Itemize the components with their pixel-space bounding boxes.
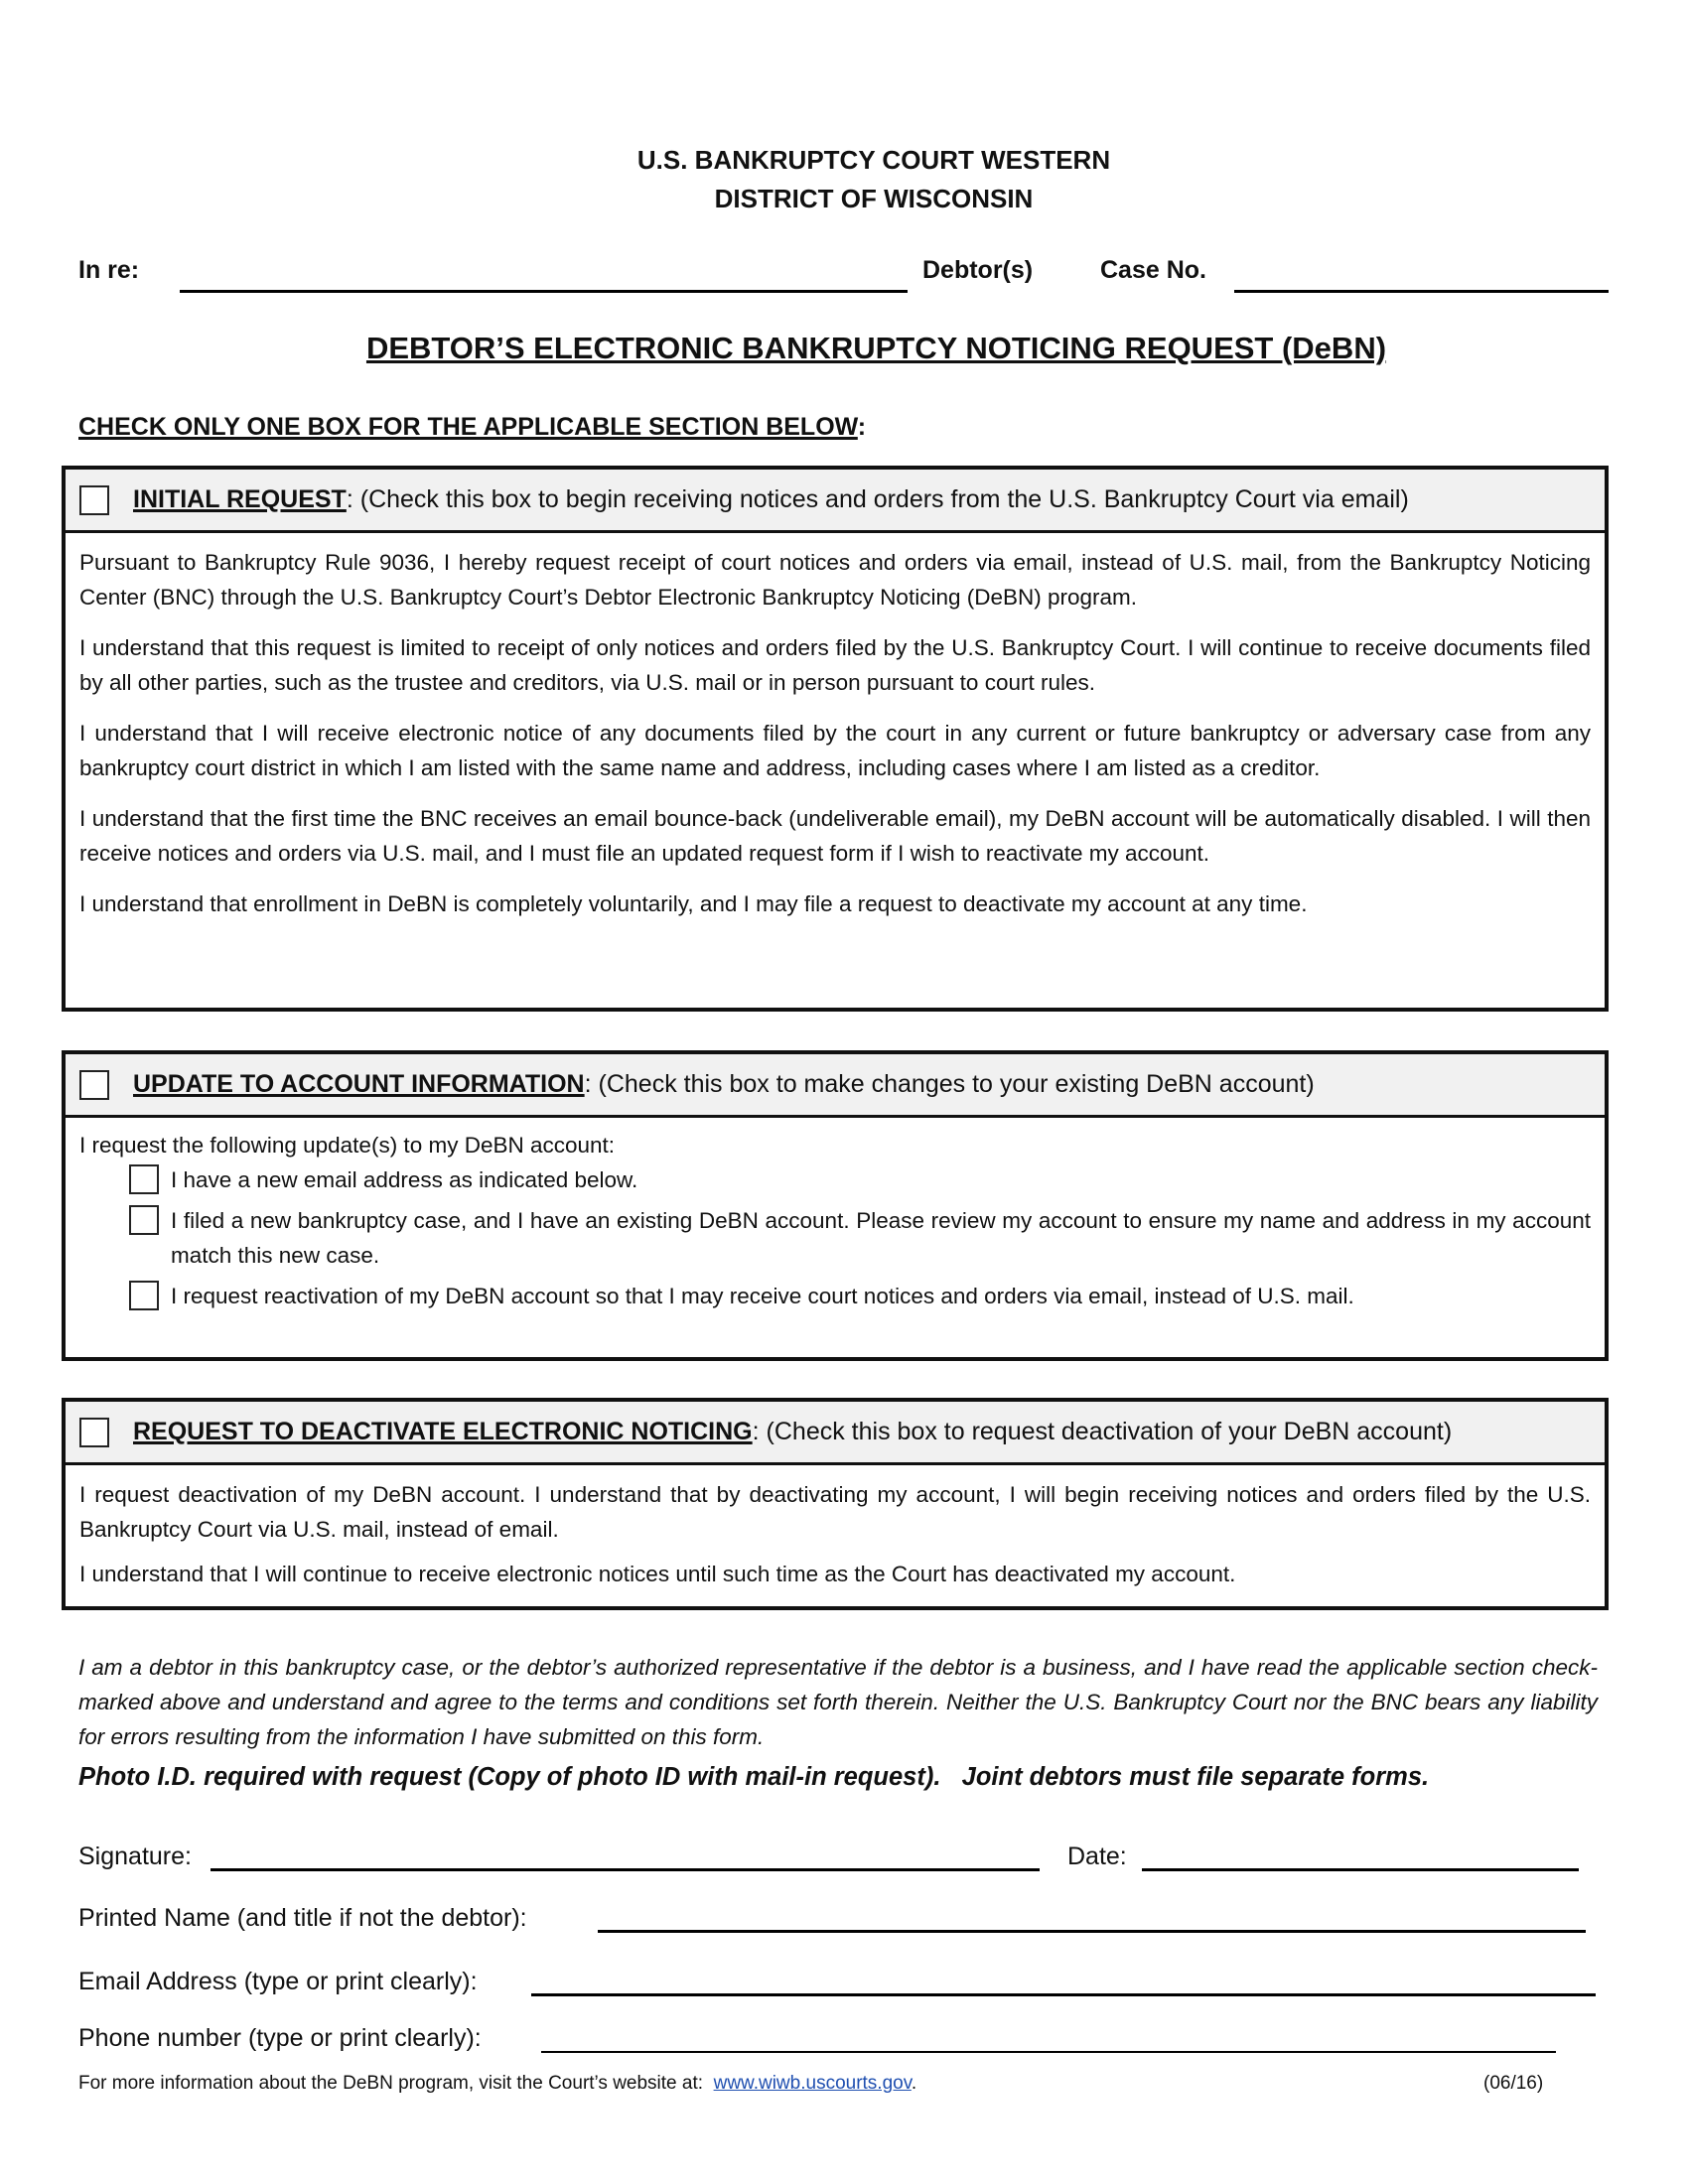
section-desc: (Check this box to request deactivation of your DeBN account) bbox=[759, 1418, 1453, 1445]
form-title: DEBTOR’S ELECTRONIC BANKRUPTCY NOTICING REQUEST (DeBN) bbox=[365, 331, 1387, 365]
reactivation-checkbox[interactable] bbox=[129, 1281, 159, 1310]
paragraph: I understand that I will receive electronic notice of any documents filed by the court in any current or future bankruptcy or adversary case from any bankruptcy court district in which I am listed with the same name and address, including cases where I am listed as a creditor. bbox=[79, 721, 1591, 780]
court-name bbox=[0, 141, 1688, 218]
printed-name-field[interactable] bbox=[598, 1930, 1586, 1933]
section-colon: : bbox=[584, 1070, 592, 1098]
case-caption bbox=[78, 256, 1609, 296]
form-revision: (06/16) bbox=[1483, 2073, 1544, 2094]
paragraph: Pursuant to Bankruptcy Rule 9036, I hereby request receipt of court notices and orders via email, instead of U.S. mail, from the Bankruptcy Noticing Center (BNC) through the U.S. Bankruptcy Court’s Debtor Electronic Bankruptcy Noticing (DeBN) program. bbox=[79, 550, 1591, 610]
court-website-link[interactable]: www.wiwb.uscourts.gov bbox=[713, 2073, 912, 2094]
instruction-text: CHECK ONLY ONE BOX FOR THE APPLICABLE SECTION BELOW bbox=[78, 413, 858, 441]
option-label: I have a new email address as indicated below. bbox=[171, 1167, 638, 1192]
in-re-label: In re: bbox=[78, 256, 140, 284]
certification-text: I am a debtor in this bankruptcy case, or the debtor’s authorized representative if the debtor is a business, and I have read the applicable section check-marked above and understand and agree to the terms and conditions set forth therein. Neither the U.S. Bankruptcy Court nor the BNC bears any liability for errors resulting from the information I have submitted on this form. bbox=[78, 1655, 1598, 1749]
update-account-checkbox[interactable] bbox=[79, 1070, 109, 1100]
section-desc: (Check this box to begin receiving notices and orders from the U.S. Bankruptcy Court via email) bbox=[352, 485, 1409, 513]
email-label: Email Address (type or print clearly): bbox=[78, 1968, 478, 1995]
email-field[interactable] bbox=[531, 1993, 1596, 1996]
option-label: I request reactivation of my DeBN account so that I may receive court notices and orders via email, instead of U.S. mail. bbox=[171, 1284, 1354, 1308]
paragraph: I understand that the first time the BNC receives an email bounce-back (undeliverable email), my DeBN account will be automatically disabled. I will then receive notices and orders via U.S. mail, and I must file an updated request form if I wish to reactivate my account. bbox=[79, 806, 1591, 866]
photo-id-note: Photo I.D. required with request (Copy of photo ID with mail-in request). Joint debtors must file separate forms. bbox=[78, 1763, 1430, 1791]
section-header bbox=[66, 470, 1605, 533]
phone-field[interactable] bbox=[541, 2051, 1556, 2053]
section-header bbox=[66, 1402, 1605, 1465]
footer-period: . bbox=[911, 2073, 917, 2094]
section-body bbox=[66, 1465, 1605, 1601]
option-new-email bbox=[129, 1162, 1591, 1197]
section-body bbox=[66, 1118, 1605, 1323]
section-title: REQUEST TO DEACTIVATE ELECTRONIC NOTICING bbox=[133, 1418, 753, 1445]
deactivate-checkbox[interactable] bbox=[79, 1418, 109, 1447]
signature-label: Signature: bbox=[78, 1843, 192, 1870]
new-email-checkbox[interactable] bbox=[129, 1164, 159, 1194]
footer-text: For more information about the DeBN program, visit the Court’s website at: bbox=[78, 2073, 714, 2094]
section-deactivate bbox=[62, 1398, 1609, 1610]
section-colon: : bbox=[752, 1418, 760, 1445]
section-body bbox=[66, 533, 1605, 931]
section-title: UPDATE TO ACCOUNT INFORMATION bbox=[133, 1070, 585, 1098]
update-intro: I request the following update(s) to my DeBN account: bbox=[79, 1133, 616, 1158]
paragraph: I request deactivation of my DeBN account. I understand that by deactivating my account, I will begin receiving notices and orders filed by the U.S. Bankruptcy Court via U.S. mail, instead of email. bbox=[79, 1482, 1591, 1542]
section-header bbox=[66, 1054, 1605, 1118]
debtors-label: Debtor(s) bbox=[922, 256, 1034, 284]
section-initial-request bbox=[62, 466, 1609, 1012]
date-label: Date: bbox=[1067, 1843, 1127, 1870]
new-case-checkbox[interactable] bbox=[129, 1205, 159, 1235]
option-label: I filed a new bankruptcy case, and I have an existing DeBN account. Please review my account to ensure my name and address in my account match this new case. bbox=[171, 1208, 1591, 1268]
section-desc: (Check this box to make changes to your existing DeBN account) bbox=[591, 1070, 1315, 1098]
footer-info bbox=[78, 2073, 916, 2095]
paragraph: I understand that this request is limited to receipt of only notices and orders filed by the U.S. Bankruptcy Court. I will continue to receive documents filed by all other parties, such as the trustee and creditors, via U.S. mail or in person pursuant to court rules. bbox=[79, 635, 1591, 695]
option-reactivation bbox=[129, 1279, 1591, 1313]
phone-label: Phone number (type or print clearly): bbox=[78, 2024, 482, 2052]
case-no-field[interactable] bbox=[1234, 290, 1609, 293]
date-field[interactable] bbox=[1142, 1868, 1579, 1871]
instruction-colon: : bbox=[857, 413, 867, 441]
section-update-account bbox=[62, 1050, 1609, 1361]
court-line-1: U.S. BANKRUPTCY COURT WESTERN bbox=[636, 145, 1111, 175]
section-colon: : bbox=[346, 485, 353, 513]
paragraph: I understand that I will continue to receive electronic notices until such time as the Court has deactivated my account. bbox=[79, 1562, 1236, 1586]
instruction bbox=[78, 413, 866, 442]
paragraph: I understand that enrollment in DeBN is completely voluntarily, and I may file a request to deactivate my account at any time. bbox=[79, 891, 1308, 916]
court-line-2: DISTRICT OF WISCONSIN bbox=[714, 184, 1034, 213]
section-title: INITIAL REQUEST bbox=[133, 485, 347, 513]
initial-request-checkbox[interactable] bbox=[79, 485, 109, 515]
in-re-field[interactable] bbox=[180, 290, 908, 293]
printed-name-label: Printed Name (and title if not the debtor): bbox=[78, 1904, 527, 1932]
signature-field[interactable] bbox=[211, 1868, 1040, 1871]
case-no-label: Case No. bbox=[1100, 256, 1206, 284]
option-new-case bbox=[129, 1203, 1591, 1273]
